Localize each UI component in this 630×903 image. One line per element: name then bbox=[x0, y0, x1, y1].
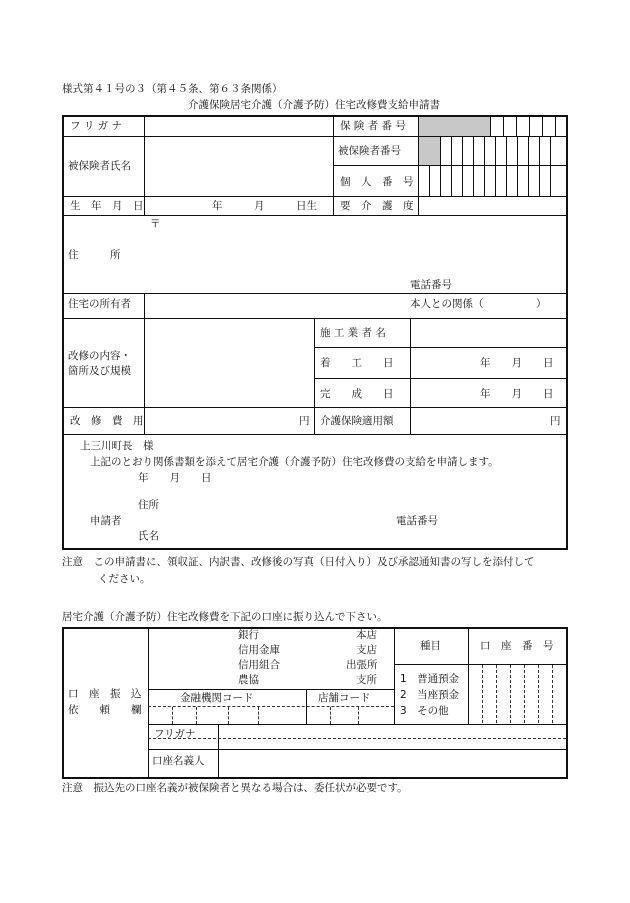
addressee: 上三川町長 様 bbox=[80, 440, 154, 452]
account-type-ordinary[interactable]: 1 普通預金 bbox=[400, 673, 460, 685]
applied-yen: 円 bbox=[550, 415, 561, 427]
furigana-label: フ リ ガ ナ bbox=[70, 120, 123, 132]
care-level-label: 要 介 護 度 bbox=[340, 200, 414, 212]
applicant-address-label: 住所 bbox=[138, 499, 159, 511]
account-holder-input[interactable] bbox=[222, 751, 566, 777]
renovation-cost-label: 改 修 費 用 bbox=[70, 415, 144, 427]
applicant-name-label: 氏名 bbox=[138, 530, 159, 542]
bank-code-label: 金融機関コード bbox=[180, 692, 254, 704]
insurer-number-label: 保 険 者 番 号 bbox=[340, 120, 406, 132]
institution-type-kumiai[interactable]: 信用組合 bbox=[238, 659, 280, 671]
insured-name-input[interactable] bbox=[146, 140, 334, 194]
application-date[interactable]: 年 月 日 bbox=[138, 472, 212, 484]
address-label: 住 所 bbox=[68, 249, 121, 261]
applicant-phone-label: 電話番号 bbox=[396, 515, 438, 527]
note-attachments: 注意 この申請書に、領収証、内訳書、改修後の写真（日付入り）及び承認通知書の写しを添付して bbox=[62, 556, 535, 568]
completion-date-value[interactable]: 年 月 日 bbox=[480, 388, 554, 400]
bank-transfer-label-2: 依 頼 欄 bbox=[68, 704, 142, 716]
renovation-content-input[interactable] bbox=[146, 322, 314, 406]
renovation-content-label-2: 箇所及び規模 bbox=[68, 365, 131, 377]
completion-date-label: 完 成 日 bbox=[320, 388, 394, 400]
insured-name-label: 被保険者氏名 bbox=[68, 160, 131, 172]
branch-code-label: 店舗コード bbox=[318, 692, 371, 704]
form-number: 様式第４１号の３（第４５条、第６３条関係） bbox=[62, 83, 283, 95]
account-type-current[interactable]: 2 当座預金 bbox=[400, 689, 460, 701]
application-statement: 上記のとおり関係書類を添えて居宅介護（介護予防）住宅改修費の支給を申請します。 bbox=[90, 456, 499, 468]
furigana-input[interactable] bbox=[146, 118, 334, 137]
insured-number-label: 被保険者番号 bbox=[338, 145, 401, 157]
branch-type-office[interactable]: 出張所 bbox=[346, 659, 378, 671]
branch-type-main[interactable]: 本店 bbox=[356, 629, 377, 641]
phone-label: 電話番号 bbox=[410, 279, 452, 291]
bank-transfer-label-1: 口 座 振 込 bbox=[68, 688, 142, 700]
institution-type-bank[interactable]: 銀行 bbox=[238, 629, 259, 641]
relation-label: 本人との関係（ ） bbox=[410, 298, 547, 310]
personal-number-label: 個 人 番 号 bbox=[340, 176, 414, 188]
account-type-header: 種目 bbox=[420, 640, 441, 652]
branch-type-branch[interactable]: 支店 bbox=[356, 644, 377, 656]
start-date-label: 着 工 日 bbox=[320, 357, 394, 369]
start-date-value[interactable]: 年 月 日 bbox=[480, 357, 554, 369]
form-title: 介護保険居宅介護（介護予防）住宅改修費支給申請書 bbox=[188, 99, 440, 111]
applicant-label: 申請者 bbox=[90, 515, 122, 527]
institution-type-shinkin[interactable]: 信用金庫 bbox=[238, 644, 280, 656]
cost-yen: 円 bbox=[299, 415, 310, 427]
note-attachments-cont: ください。 bbox=[98, 573, 151, 585]
insurance-applied-label: 介護保険適用額 bbox=[320, 415, 394, 427]
address-input[interactable] bbox=[162, 219, 566, 281]
branch-type-sub[interactable]: 支所 bbox=[356, 674, 377, 686]
account-furigana-label: フリガナ bbox=[154, 728, 196, 740]
renovation-content-label-1: 改修の内容・ bbox=[68, 350, 131, 362]
institution-type-nokyo[interactable]: 農協 bbox=[238, 674, 259, 686]
owner-label: 住宅の所有者 bbox=[68, 298, 131, 310]
birthdate-value[interactable]: 年 月 日生 bbox=[212, 200, 317, 212]
bank-heading: 居宅介護（介護予防）住宅改修費を下記の口座に振り込んで下さい。 bbox=[62, 611, 388, 623]
note-account-holder: 注意 振込先の口座名義が被保険者と異なる場合は、委任状が必要です。 bbox=[62, 782, 408, 794]
account-holder-label: 口座名義人 bbox=[152, 755, 205, 767]
account-type-other[interactable]: 3 その他 bbox=[400, 705, 449, 717]
contractor-label: 施 工 業 者 名 bbox=[320, 327, 386, 339]
account-furigana-input[interactable] bbox=[222, 726, 566, 739]
postal-mark: 〒 bbox=[150, 218, 161, 230]
birthdate-label: 生 年 月 日 bbox=[70, 200, 144, 212]
account-number-header: 口 座 番 号 bbox=[480, 640, 554, 652]
